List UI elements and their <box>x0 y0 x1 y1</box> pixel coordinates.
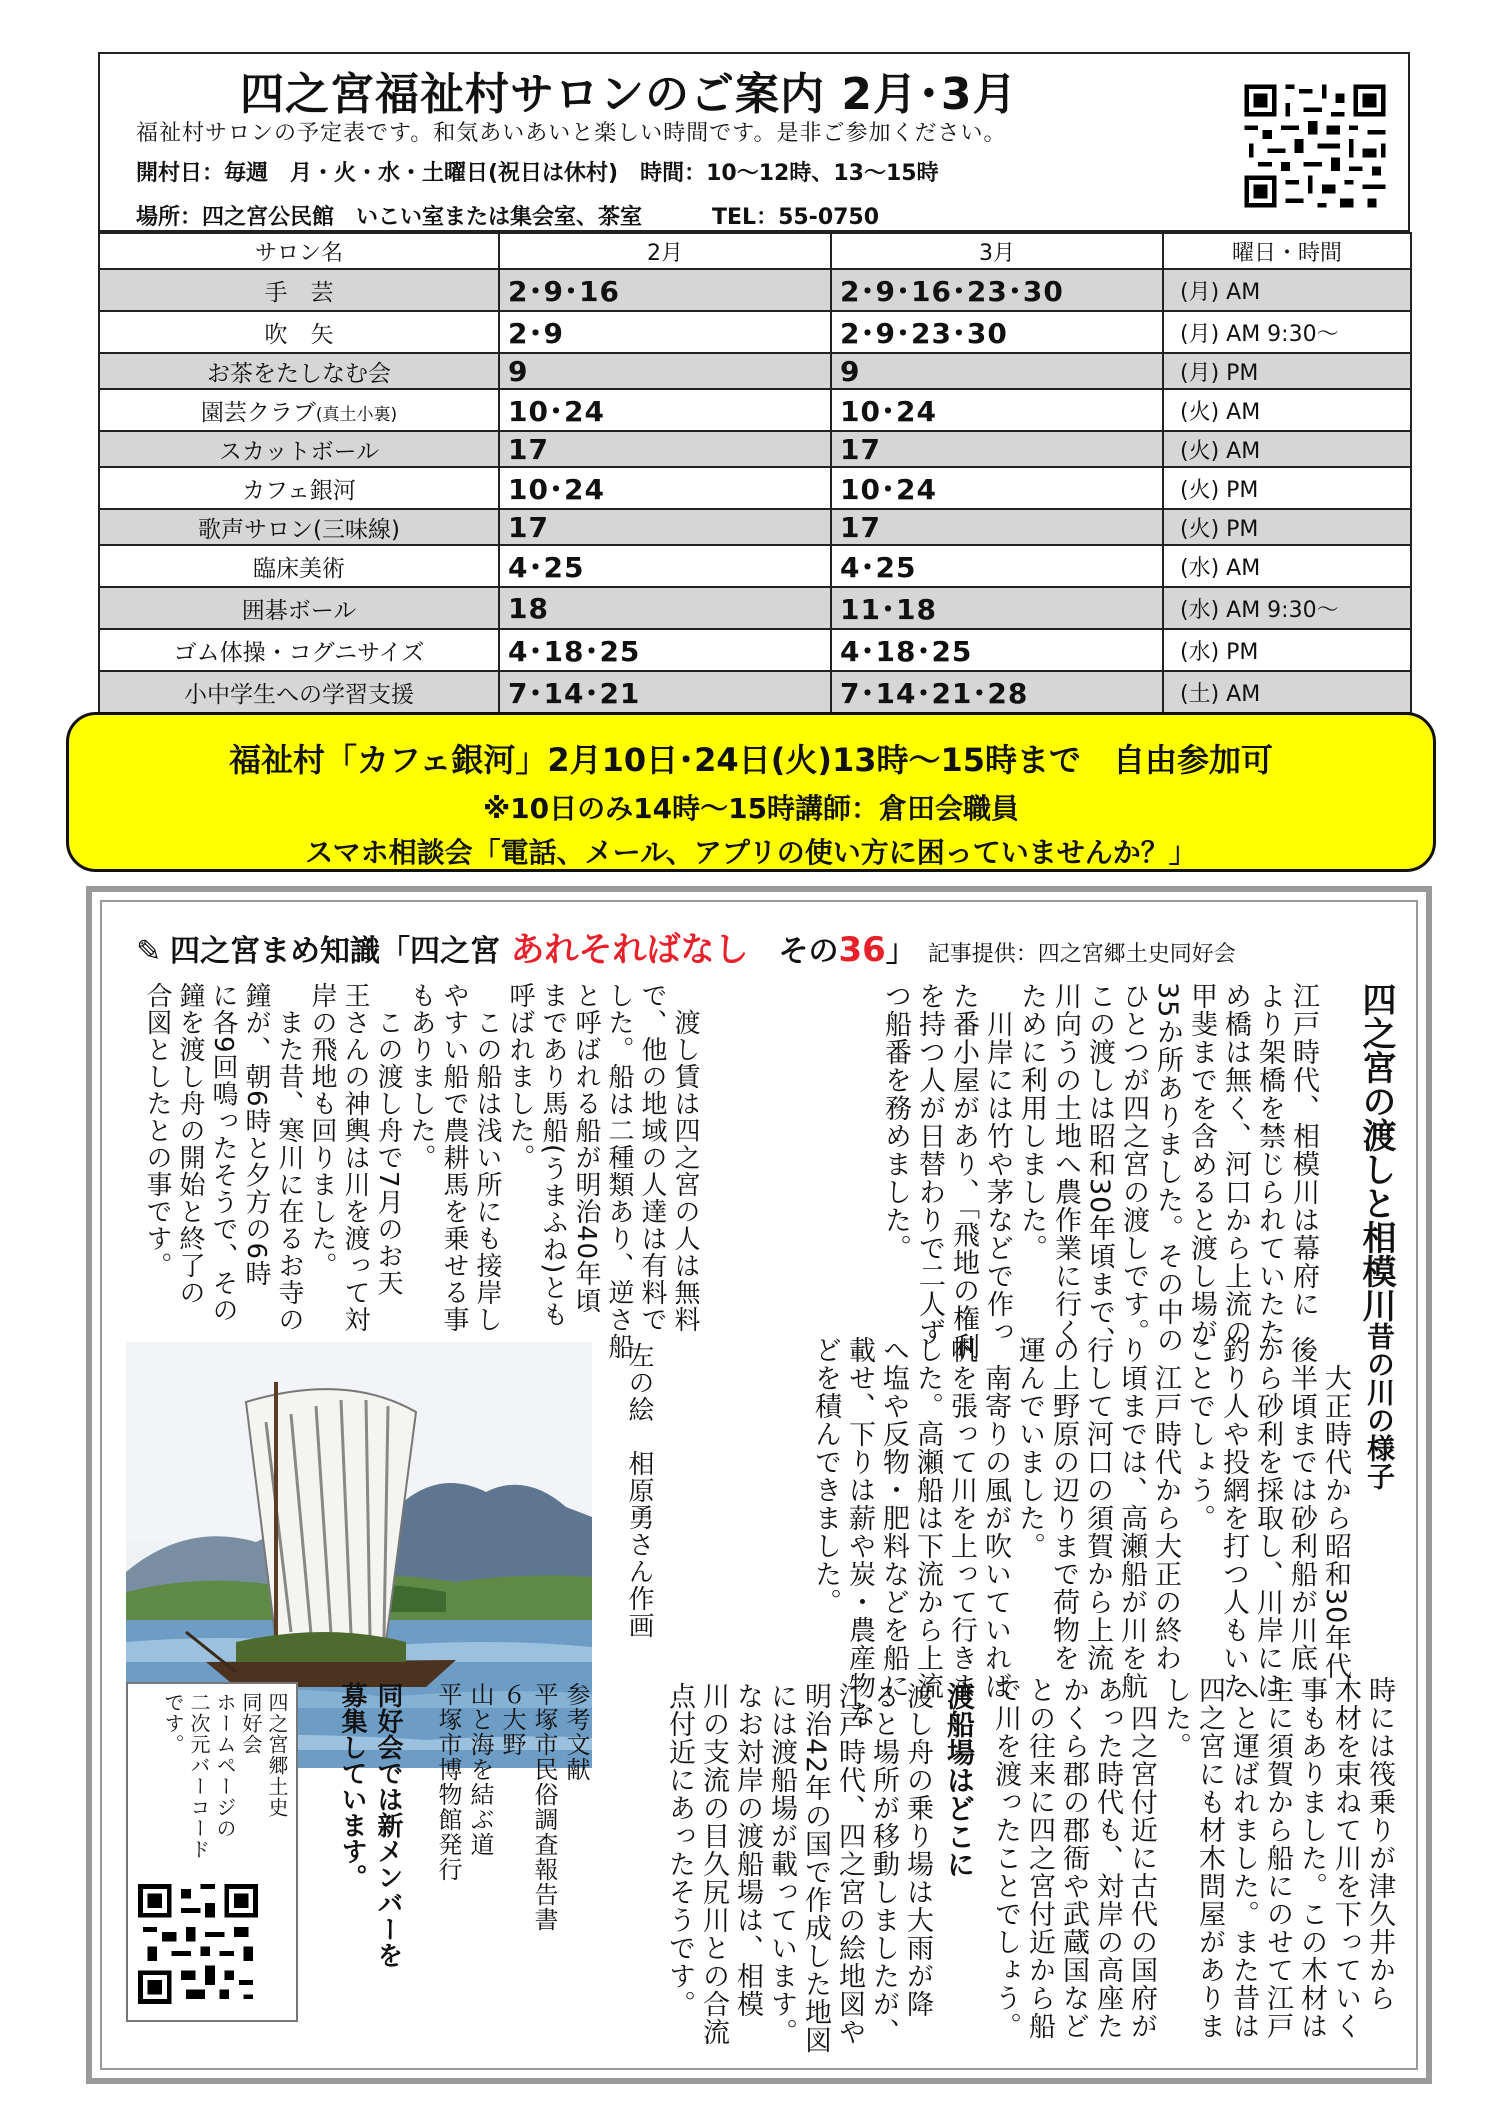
day-time: (月) PM <box>1163 353 1411 389</box>
article-column-3 <box>988 1676 1396 2076</box>
salon-name: 歌声サロン(三味線) <box>99 509 499 545</box>
references <box>432 1682 592 2042</box>
article-line: 主に須賀から船にのせて江戸 <box>1262 1676 1293 2040</box>
column-header: 3月 <box>831 233 1163 269</box>
homepage-qr-code-icon[interactable] <box>138 1884 258 2004</box>
article-line: どを積んできました。 <box>810 1336 841 1616</box>
feb-dates: 4･25 <box>499 545 831 587</box>
column-header: 2月 <box>499 233 831 269</box>
mar-dates: 17 <box>831 509 1163 545</box>
article-line: を持つ人が日替わりで二人ず <box>914 982 945 1346</box>
article-line: 行して河口の須賀から上流 <box>1082 1336 1113 1672</box>
article-line: 甲斐までを含めると渡し場が <box>1186 982 1217 1346</box>
feb-dates: 17 <box>499 431 831 467</box>
table-row <box>99 353 1411 389</box>
article-head-no-label: その <box>778 934 839 969</box>
mar-dates: 7･14･21･28 <box>831 671 1163 713</box>
article-line: 鐘を渡し舟の開始と終了の <box>175 982 205 1306</box>
article-inner-frame <box>100 900 1418 2070</box>
salon-name: 囲碁ボール <box>99 587 499 629</box>
article-line: この船は浅い所にも接岸し <box>472 982 502 1333</box>
table-row <box>99 671 1411 713</box>
article-line: 岸の飛地も回りました。 <box>307 982 337 1279</box>
mar-dates: 2･9･23･30 <box>831 311 1163 353</box>
article-line: で川を渡ったことでしょう。 <box>990 1676 1021 2040</box>
pencil-icon: ✎ <box>136 934 162 969</box>
feb-dates: 17 <box>499 509 831 545</box>
article-line: 二次元バーコード <box>187 1692 211 1860</box>
day-time: (土) AM <box>1163 671 1411 713</box>
mar-dates: 2･9･16･23･30 <box>831 269 1163 311</box>
table-row <box>99 587 1411 629</box>
article-line: もありました。 <box>406 982 436 1171</box>
notice-line-1: 福祉村「カフェ銀河」2月10日･24日(火)13時～15時まで 自由参加可 <box>228 741 1274 779</box>
salon-name: 手 芸 <box>99 269 499 311</box>
article-line: 同好会 <box>239 1692 263 1755</box>
mar-dates: 10･24 <box>831 467 1163 509</box>
article-column-1-rest <box>140 982 701 1360</box>
salon-schedule-table <box>98 232 1412 714</box>
article-line: へと運ばれました。また昔は <box>1228 1676 1259 2040</box>
table-row <box>99 311 1411 353</box>
feb-dates: 4･18･25 <box>499 629 831 671</box>
article-line: に各9回鳴ったそうで、その <box>208 982 238 1324</box>
article-head-close: 」 <box>885 934 916 969</box>
qr-code-icon[interactable] <box>1240 80 1390 212</box>
article-line: 載せ、下りは薪や炭・農産物な <box>844 1336 875 1728</box>
salon-name: カフェ銀河 <box>99 467 499 509</box>
article-line: と呼ばれる船が明治40年頃 <box>571 982 601 1315</box>
day-time: (月) AM <box>1163 269 1411 311</box>
day-time: (水) PM <box>1163 629 1411 671</box>
day-time: (火) AM <box>1163 431 1411 467</box>
article-line: した。船は二種類あり、逆さ船 <box>604 982 634 1360</box>
article-line: ことでしょう。 <box>1184 1336 1215 1532</box>
mar-dates: 10･24 <box>831 389 1163 431</box>
table-row <box>99 509 1411 545</box>
salon-name: ゴム体操・コグニサイズ <box>99 629 499 671</box>
notice-line-3: スマホ相談会「電話、メール、アプリの使い方に困っていませんか？」 <box>305 836 1197 869</box>
article-line: へ塩や反物・肥料などを船に <box>878 1336 909 1700</box>
article-line: 江戸時代、相模川は幕府に <box>1288 982 1319 1318</box>
article-line: より架橋を禁じられていたた <box>1254 982 1285 1346</box>
open-days-text: 開村日：毎週 月・火・水・土曜日(祝日は休村) 時間：10～12時、13～15時 <box>136 161 939 186</box>
heading-watashiba: 渡船場はどこに <box>943 1682 976 1878</box>
column-header: 曜日・時間 <box>1163 233 1411 269</box>
heading-old-river: 昔の川の様子 <box>1363 1322 1396 1490</box>
column-header: サロン名 <box>99 233 499 269</box>
day-time: (火) AM <box>1163 389 1411 431</box>
article-line: 35か所ありました。その中の <box>1152 982 1183 1355</box>
article-credit: 記事提供：四之宮郷土史同好会 <box>927 942 1236 967</box>
article-line: 釣り人や投網を打つ人もいた <box>1218 1336 1249 1700</box>
day-time: (火) PM <box>1163 467 1411 509</box>
homepage-qr-box <box>126 1682 298 2022</box>
article-line: また昔、寒川に在るお寺の <box>274 982 304 1333</box>
mar-dates: 17 <box>831 431 1163 467</box>
article-line: 江戸時代から大正の終わ <box>1150 1336 1181 1672</box>
cafe-notice-banner <box>66 712 1436 872</box>
feb-dates: 7･14･21 <box>499 671 831 713</box>
article-line: た番小屋があり、「飛地の権利 <box>948 982 979 1361</box>
article-column-2 <box>808 1336 1352 1728</box>
salon-name-main: 園芸クラブ <box>200 399 316 426</box>
article-line: 運んでいました。 <box>1014 1336 1045 1560</box>
article-line: 大正時代から昭和30年代 <box>1320 1336 1351 1681</box>
feb-dates: 2･9･16 <box>499 269 831 311</box>
article-line: ホームページの <box>213 1692 237 1839</box>
article-line: この渡し舟で7月のお天 <box>373 982 403 1297</box>
article-column-4 <box>662 1682 934 2055</box>
article-line: 平塚市博物館発行 <box>434 1682 462 1882</box>
table-row <box>99 467 1411 509</box>
article-line: 山と海を結ぶ道 <box>466 1682 494 1857</box>
article-line: 渡し賃は四之宮の人は無料 <box>670 982 700 1333</box>
article-line: 四之宮郷土史 <box>265 1692 289 1818</box>
article-line: した。高瀬船は下流から上流 <box>912 1336 943 1700</box>
article-line: 時には筏乗りが津久井から <box>1364 1676 1395 2012</box>
article-line: の上野原の辺りまで荷物を <box>1048 1336 1079 1672</box>
article-head-series: あれそればなし <box>510 930 749 970</box>
article-line: 江戸時代、四之宮の絵地図や <box>834 1682 865 2046</box>
article-line: 後半頃までは砂利船が川底 <box>1286 1336 1317 1672</box>
salon-name: 小中学生への学習支援 <box>99 671 499 713</box>
feb-dates: 9 <box>499 353 831 389</box>
notice-line-2: ※10日のみ14時～15時講師：倉田会職員 <box>482 792 1020 825</box>
article-line: 四之宮付近に古代の国府が <box>1126 1676 1157 2040</box>
article-line: あった時代も、対岸の高座た <box>1092 1676 1123 2040</box>
table-row <box>99 389 1411 431</box>
salon-name <box>99 389 499 431</box>
article-head-number: 36 <box>838 930 886 970</box>
table-header-row <box>99 233 1411 269</box>
place-label: 場所：四之宮公民館 いこい室または集会室、茶室 <box>136 205 643 230</box>
article-header <box>136 922 1236 971</box>
article-line: ６大野 <box>498 1682 526 1757</box>
article-line: から砂利を採取し、川岸には <box>1252 1336 1283 1700</box>
mar-dates: 4･18･25 <box>831 629 1163 671</box>
article-line: で、他の地域の人達は有料で <box>637 982 667 1333</box>
table-row <box>99 269 1411 311</box>
article-line: 川向うの土地へ農作業に行く <box>1050 982 1081 1346</box>
header-box <box>98 52 1410 232</box>
article-line: 王さんの神輿は川を渡って対 <box>340 982 370 1333</box>
article-line: 募集しています。 <box>337 1682 367 1890</box>
article-line: 事もありました。この木材は <box>1296 1676 1327 2040</box>
place-text <box>136 200 879 231</box>
newsletter-article <box>86 886 1432 2084</box>
tel-text: TEL：55-0750 <box>712 205 880 230</box>
article-column-1-top <box>878 982 1320 1361</box>
salon-name: お茶をたしなむ会 <box>99 353 499 389</box>
article-line: め橋は無く、河口から上流の <box>1220 982 1251 1346</box>
article-line: 四之宮にも材木問屋がありま <box>1194 1676 1225 2040</box>
day-time: (月) AM 9:30～ <box>1163 311 1411 353</box>
homepage-qr-text <box>160 1692 290 1882</box>
article-line: した。 <box>1160 1676 1191 1760</box>
feb-dates: 18 <box>499 587 831 629</box>
article-line: ると場所が移動しましたが、 <box>868 1682 899 2046</box>
article-line: まであり馬船(うまふね)とも <box>538 982 568 1329</box>
article-line: との往来に四之宮付近から船 <box>1024 1676 1055 2040</box>
table-row <box>99 545 1411 587</box>
article-line: 明治42年の国で作成した地図 <box>800 1682 831 2055</box>
article-line: 同好会では新メンバーを <box>373 1682 403 1968</box>
day-time: (水) AM <box>1163 545 1411 587</box>
mar-dates: 9 <box>831 353 1163 389</box>
table-row <box>99 431 1411 467</box>
feb-dates: 2･9 <box>499 311 831 353</box>
article-line: 呼ばれました。 <box>505 982 535 1171</box>
article-line: なお対岸の渡船場は、相模 <box>732 1682 763 2018</box>
recruit-message <box>334 1682 406 1968</box>
article-line: 川の支流の目久尻川との合流 <box>698 1682 729 2046</box>
article-line: つ船番を務めました。 <box>880 982 911 1262</box>
feb-dates: 10･24 <box>499 389 831 431</box>
salon-name: 吹 矢 <box>99 311 499 353</box>
article-line: り頃までは、高瀬船が川を航 <box>1116 1336 1147 1700</box>
article-line: 参考文献 <box>562 1682 590 1782</box>
day-time: (水) AM 9:30～ <box>1163 587 1411 629</box>
day-time: (火) PM <box>1163 509 1411 545</box>
article-line: 帆を張って川を上って行きま <box>946 1336 977 1700</box>
intro-text: 福祉村サロンの予定表です。和気あいあいと楽しい時間です。是非ご参加ください。 <box>136 121 1007 146</box>
mar-dates: 11･18 <box>831 587 1163 629</box>
table-row <box>99 629 1411 671</box>
article-line: 木材を束ねて川を下っていく <box>1330 1676 1361 2040</box>
article-line: 鐘が、朝6時と夕方の6時 <box>241 982 271 1288</box>
article-head-prefix: 四之宮まめ知識「四之宮 <box>170 934 500 969</box>
salon-name: スカットボール <box>99 431 499 467</box>
painting-caption: 左の絵 相原勇さん作画 <box>624 1342 654 1639</box>
article-line: 南寄りの風が吹いていれば <box>980 1336 1011 1700</box>
article-line: 平塚市民俗調査報告書 <box>530 1682 558 1932</box>
heading-watashi: 四之宮の渡しと相模川 <box>1356 982 1396 1322</box>
article-line: 渡し舟の乗り場は大雨が降 <box>902 1682 933 2018</box>
article-line: この渡しは昭和30年頃まで、 <box>1084 982 1115 1355</box>
article-line: 川岸には竹や茅などで作っ <box>982 982 1013 1346</box>
article-line: です。 <box>161 1692 185 1755</box>
salon-name-sub: (真土小裏) <box>315 404 398 425</box>
article-line: 合図としたとの事です。 <box>142 982 172 1279</box>
article-line: 点付近にあったそうです。 <box>664 1682 695 2018</box>
feb-dates: 10･24 <box>499 467 831 509</box>
article-line: には渡船場が載っています。 <box>766 1682 797 2046</box>
article-line: ために利用しました。 <box>1016 982 1047 1262</box>
salon-name: 臨床美術 <box>99 545 499 587</box>
page-title: 四之宮福祉村サロンのご案内 2月･3月 <box>240 69 1018 120</box>
article-line: かくら郡の郡衙や武蔵国など <box>1058 1676 1089 2040</box>
mar-dates: 4･25 <box>831 545 1163 587</box>
article-line: やすい船で農耕馬を乗せる事 <box>439 982 469 1333</box>
article-line: ひとつが四之宮の渡しです。 <box>1118 982 1149 1346</box>
